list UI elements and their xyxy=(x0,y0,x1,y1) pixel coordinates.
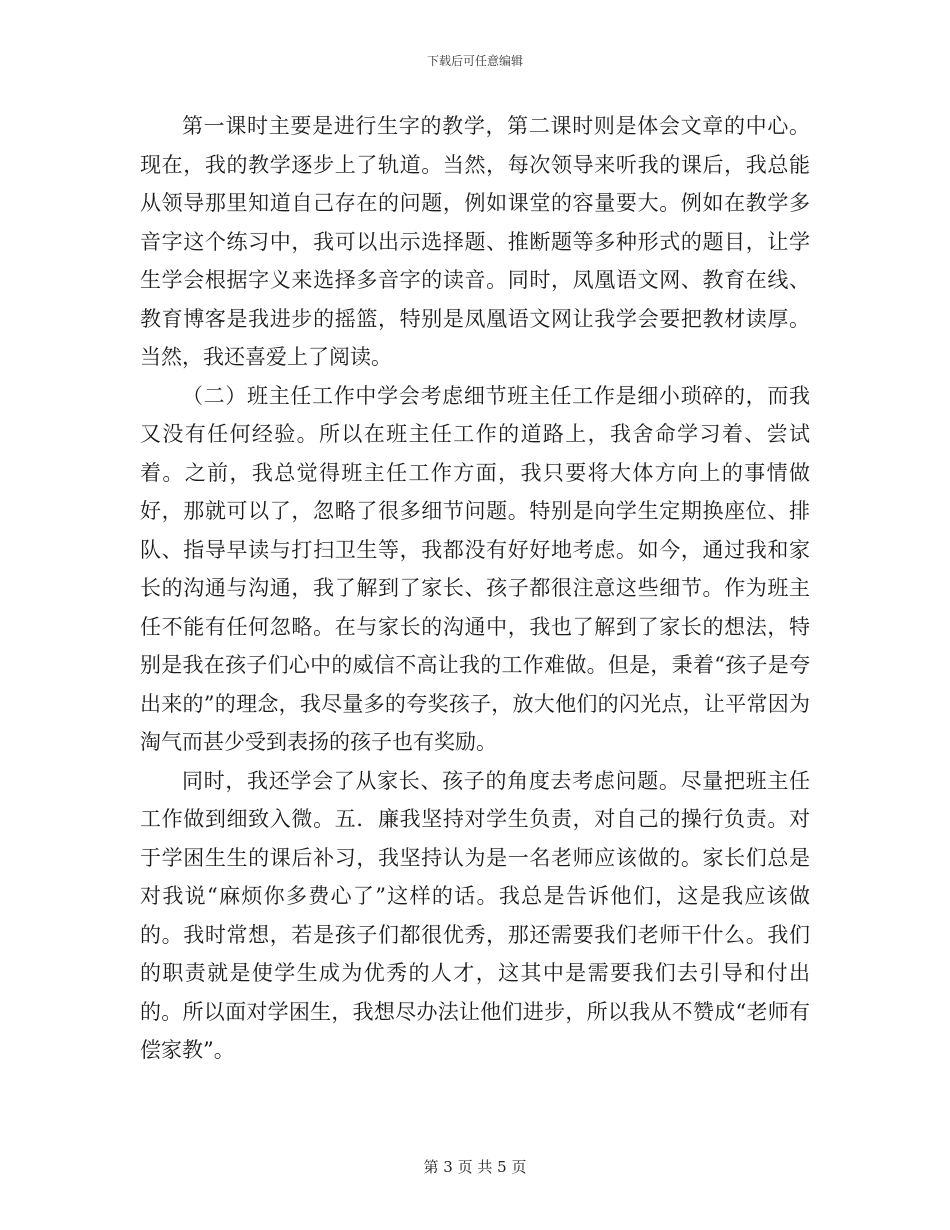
paragraph-1: 第一课时主要是进行生字的教学，第二课时则是体会文章的中心。现在，我的教学逐步上了轨道。当然，每次领导来听我的课后，我总能从领导那里知道自己存在的问题，例如课堂的容量要大。例如在教学多音字这个练习中，我可以出示选择题、推断题等多种形式的题目，让学生学会根据字义来选择多音字的读音。同时，凤凰语文网、教育在线、教育博客是我进步的摇篮，特别是凤凰语文网让我学会要把教材读厚。当然，我还喜爱上了阅读。 xyxy=(140,114,810,369)
page-header: 下载后可任意编辑 xyxy=(426,54,523,68)
paragraph-2: （二）班主任工作中学会考虑细节班主任工作是细小琐碎的，而我又没有任何经验。所以在班主任工作的道路上，我舍命学习着、尝试着。之前，我总觉得班主任工作方面，我只要将大体方向上的事情做好，那就可以了，忽略了很多细节问题。特别是向学生定期换座位、排队、指导早读与打扫卫生等，我都没有好好地考虑。如今，通过我和家长的沟通与沟通，我了解到了家长、孩子都很注意这些细节。作为班主任不能有任何忽略。在与家长的沟通中，我也了解到了家长的想法，特别是我在孩子们心中的威信不高让我的工作难做。但是，秉着“孩子是夸出来的”的理念，我尽量多的夸奖孩子，放大他们的闪光点，让平常因为淘气而甚少受到表扬的孩子也有奖励。 xyxy=(140,383,810,754)
paragraph-3: 同时，我还学会了从家长、孩子的角度去考虑问题。尽量把班主任工作做到细致入微。五．廉我坚持对学生负责，对自己的操行负责。对于学困生生的课后补习，我坚持认为是一名老师应该做的。家长们总是对我说“麻烦你多费心了”这样的话。我总是告诉他们，这是我应该做的。我时常想，若是孩子们都很优秀，那还需要我们老师干什么。我们的职责就是使学生成为优秀的人才，这其中是需要我们去引导和付出的。所以面对学困生，我想尽办法让他们进步，所以我从不赞成“老师有偿家教”。 xyxy=(140,768,810,1062)
page-number-footer: 第 3 页 共 5 页 xyxy=(423,1158,527,1176)
document-body xyxy=(140,107,810,1070)
